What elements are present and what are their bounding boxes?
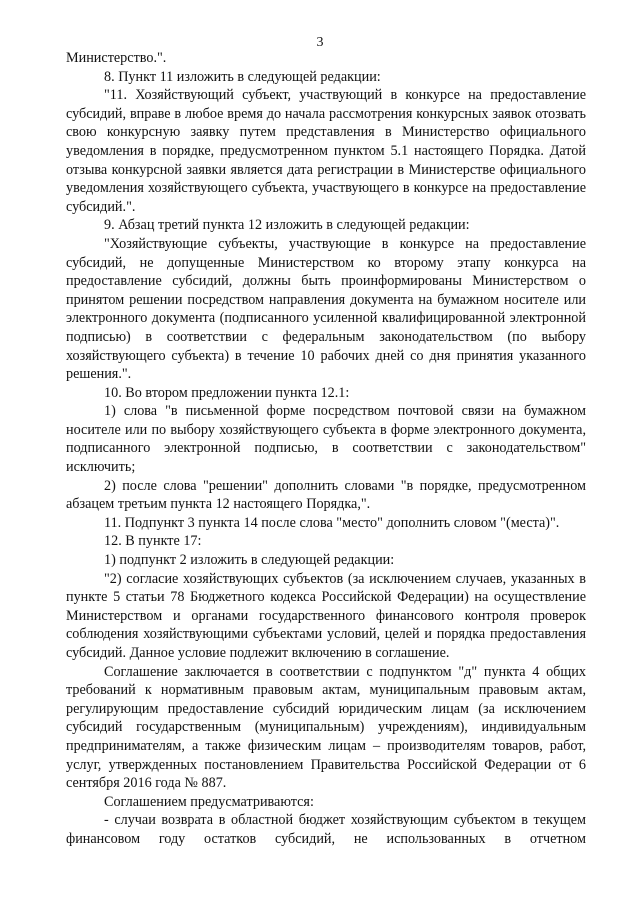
paragraph: "11. Хозяйствующий субъект, участвующий в конкурсе на предоставление субсидий, вправе в любое время до начала рассмотрения конкурсных заявок отозвать свою конкурсную заявку путем представления в Министерство официального уведомления в порядке, предусмотренном пунктом 5.1 настоящего Порядка. Датой отзыва конкурсной заявки является дата регистрации в Министерстве официального уведомления хозяйствующего субъекта, участвующего в конкурсе на предоставление субсидий.". <box>66 87 586 215</box>
paragraph: "Хозяйствующие субъекты, участвующие в конкурсе на предоставление субсидий, не допущенные Министерством ко второму этапу конкурса на предоставление субсидий, должны быть проинформированы Министерством о принятом решении посредством направления документа на бумажном носителе или электронного документа (подписанного усиленной квалифицированной электронной подписью) в соответствии с федеральным законодательством (по выбору хозяйствующего субъекта) в течение 10 рабочих дней со дня принятия указанного решения.". <box>66 235 586 383</box>
paragraph: Министерство.". <box>66 50 167 66</box>
paragraph: 2) после слова "решении" дополнить словами "в порядке, предусмотренном абзацем третьим пункта 12 настоящего Порядка,". <box>66 477 586 513</box>
paragraph: Соглашение заключается в соответствии с подпунктом "д" пункта 4 общих требований к нормативным правовым актам, муниципальным правовым актам, регулирующим предоставление субсидий юридическим лицам (за исключением субсидий государственным (муниципальным) учреждениям), индивидуальным предпринимателям, а также физическим лицам – производителям товаров, работ, услуг, утвержденных постановлением Правительства Российской Федерации от 6 сентября 2016 года № 887. <box>66 663 586 792</box>
paragraph: 1) подпункт 2 изложить в следующей редакции: <box>104 552 395 569</box>
paragraph: 9. Абзац третий пункта 12 изложить в следующей редакции: <box>104 217 470 234</box>
paragraph: 12. В пункте 17: <box>104 533 202 550</box>
page-number: 3 <box>316 35 324 50</box>
paragraph: 8. Пункт 11 изложить в следующей редакции: <box>104 68 381 85</box>
paragraph: "2) согласие хозяйствующих субъектов (за исключением случаев, указанных в пункте 5 статьи 78 Бюджетного кодекса Российской Федерации) на осуществление Министерством и органами государственного финансового контроля проверок соблюдения хозяйствующими субъектами условий, целей и порядка предоставления субсидий. Данное условие подлежит включению в соглашение. <box>66 570 586 661</box>
paragraph: - случаи возврата в областной бюджет хозяйствующим субъектом в текущем финансовом году остатков субсидий, не использованных в отчетном <box>66 812 586 847</box>
paragraph: 11. Подпункт 3 пункта 14 после слова "место" дополнить словом "(места)". <box>104 514 560 531</box>
paragraph: Соглашением предусматриваются: <box>104 793 314 810</box>
paragraph: 1) слова "в письменной форме посредством почтовой связи на бумажном носителе или по выбору хозяйствующего субъекта в форме электронного документа, подписанного электронной подписью, в соответствии с законодательством" исключить; <box>66 403 586 476</box>
document-body <box>66 49 586 849</box>
paragraph: 10. Во втором предложении пункта 12.1: <box>104 384 350 401</box>
